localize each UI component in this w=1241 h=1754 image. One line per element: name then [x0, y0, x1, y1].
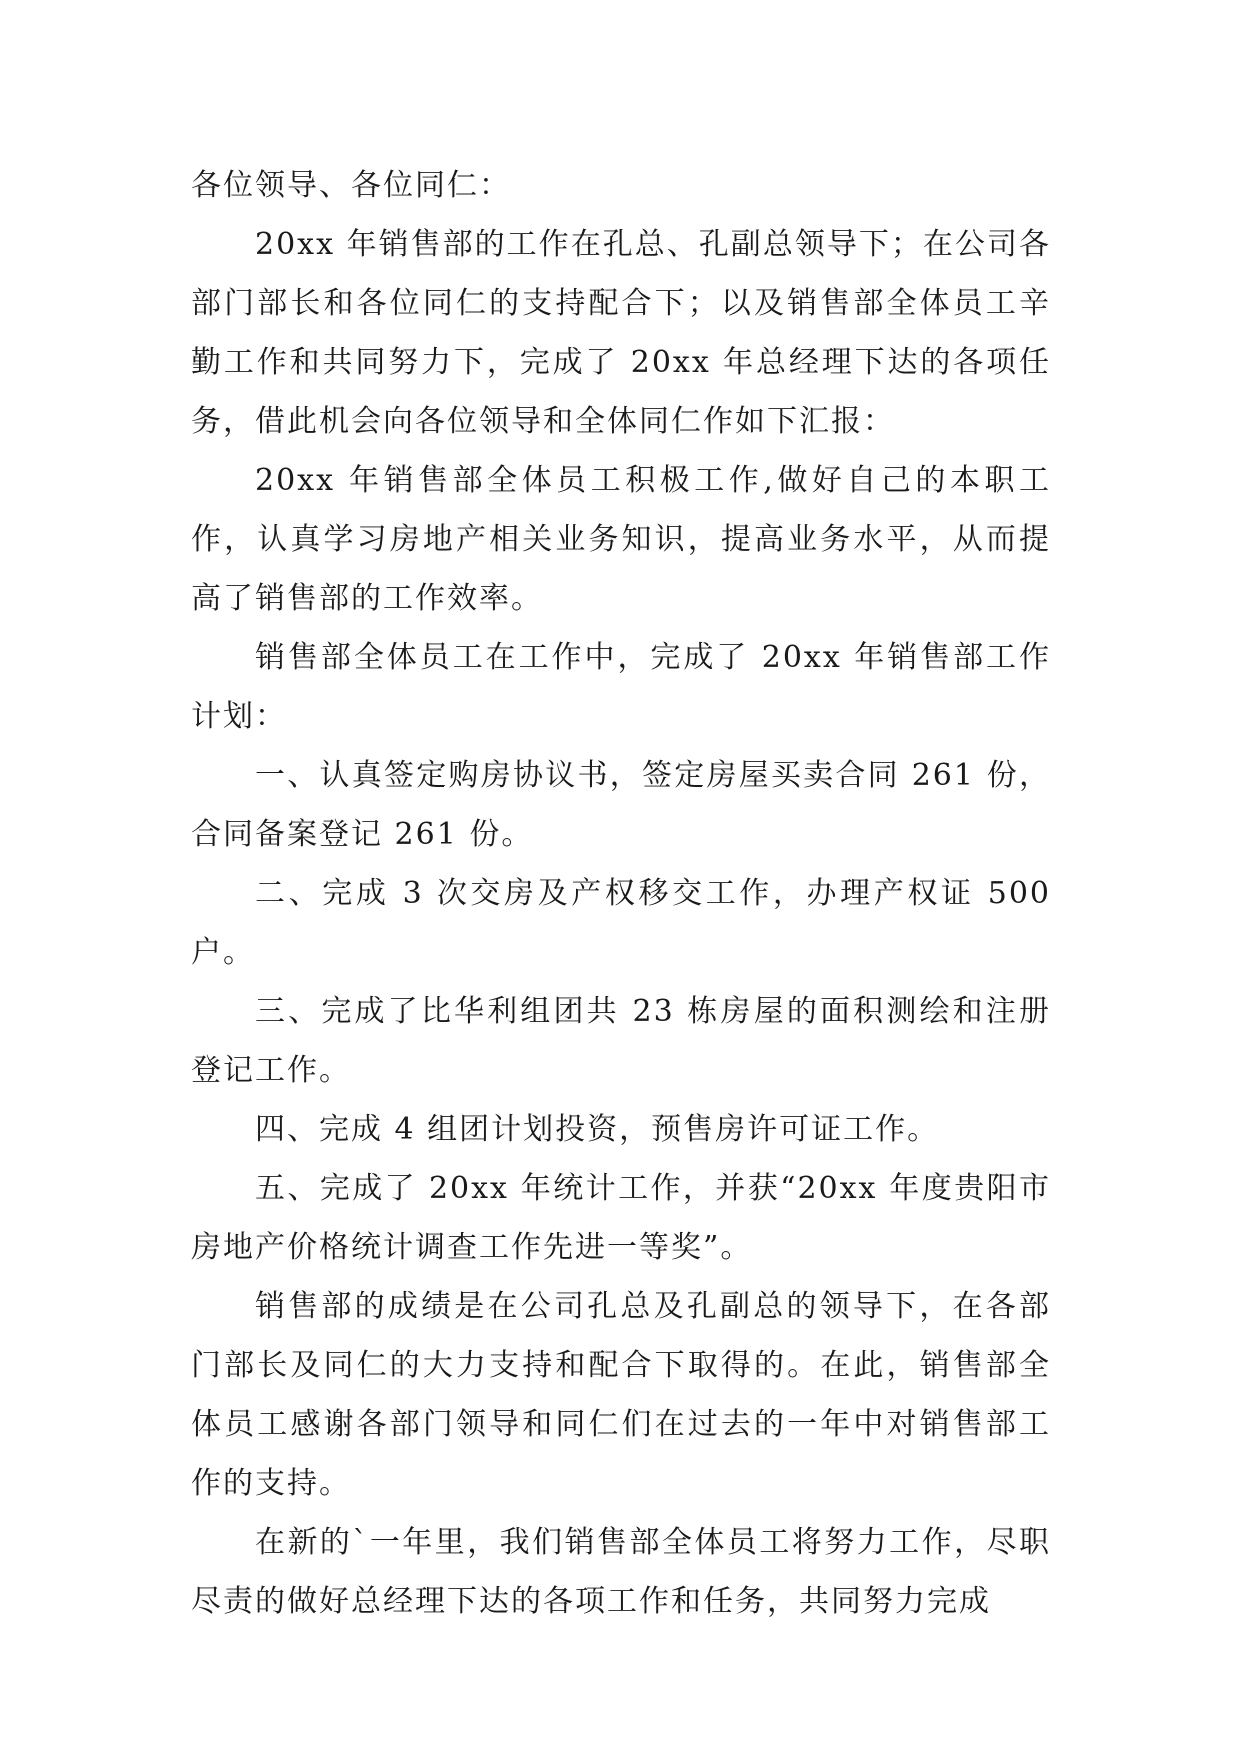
salutation: 各位领导、各位同仁： — [191, 168, 511, 203]
list-item-1: 一、认真签定购房协议书，签定房屋买卖合同 261 份，合同备案登记 261 份。 — [191, 758, 1051, 852]
list-item-3: 三、完成了比华利组团共 23 栋房屋的面积测绘和注册登记工作。 — [191, 994, 1051, 1088]
list-item-2: 二、完成 3 次交房及产权移交工作，办理产权证 500 户。 — [191, 876, 1051, 970]
paragraph-thanks: 销售部的成绩是在公司孔总及孔副总的领导下，在各部门部长及同仁的大力支持和配合下取得的。在此，销售部全体员工感谢各部门领导和同仁们在过去的一年中对销售部工作的支持。 — [191, 1289, 1051, 1501]
paragraph-new-year: 在新的`一年里，我们销售部全体员工将努力工作，尽职尽责的做好总经理下达的各项工作和任务，共同努力完成 — [191, 1525, 1051, 1619]
paragraph-work-attitude: 20xx 年销售部全体员工积极工作,做好自己的本职工作，认真学习房地产相关业务知识，提高业务水平，从而提高了销售部的工作效率。 — [191, 463, 1051, 616]
list-item-5: 五、完成了 20xx 年统计工作，并获“20xx 年度贵阳市房地产价格统计调查工作先进一等奖”。 — [191, 1171, 1051, 1265]
paragraph-plan-lead: 销售部全体员工在工作中，完成了 20xx 年销售部工作计划： — [191, 640, 1051, 734]
document-body — [191, 156, 1051, 1631]
paragraph-intro: 20xx 年销售部的工作在孔总、孔副总领导下；在公司各部门部长和各位同仁的支持配合下；以及销售部全体员工辛勤工作和共同努力下，完成了 20xx 年总经理下达的各项任务，借此机会向各位领导和全体同仁作如下汇报： — [191, 227, 1051, 439]
list-item-4: 四、完成 4 组团计划投资，预售房许可证工作。 — [255, 1112, 940, 1147]
